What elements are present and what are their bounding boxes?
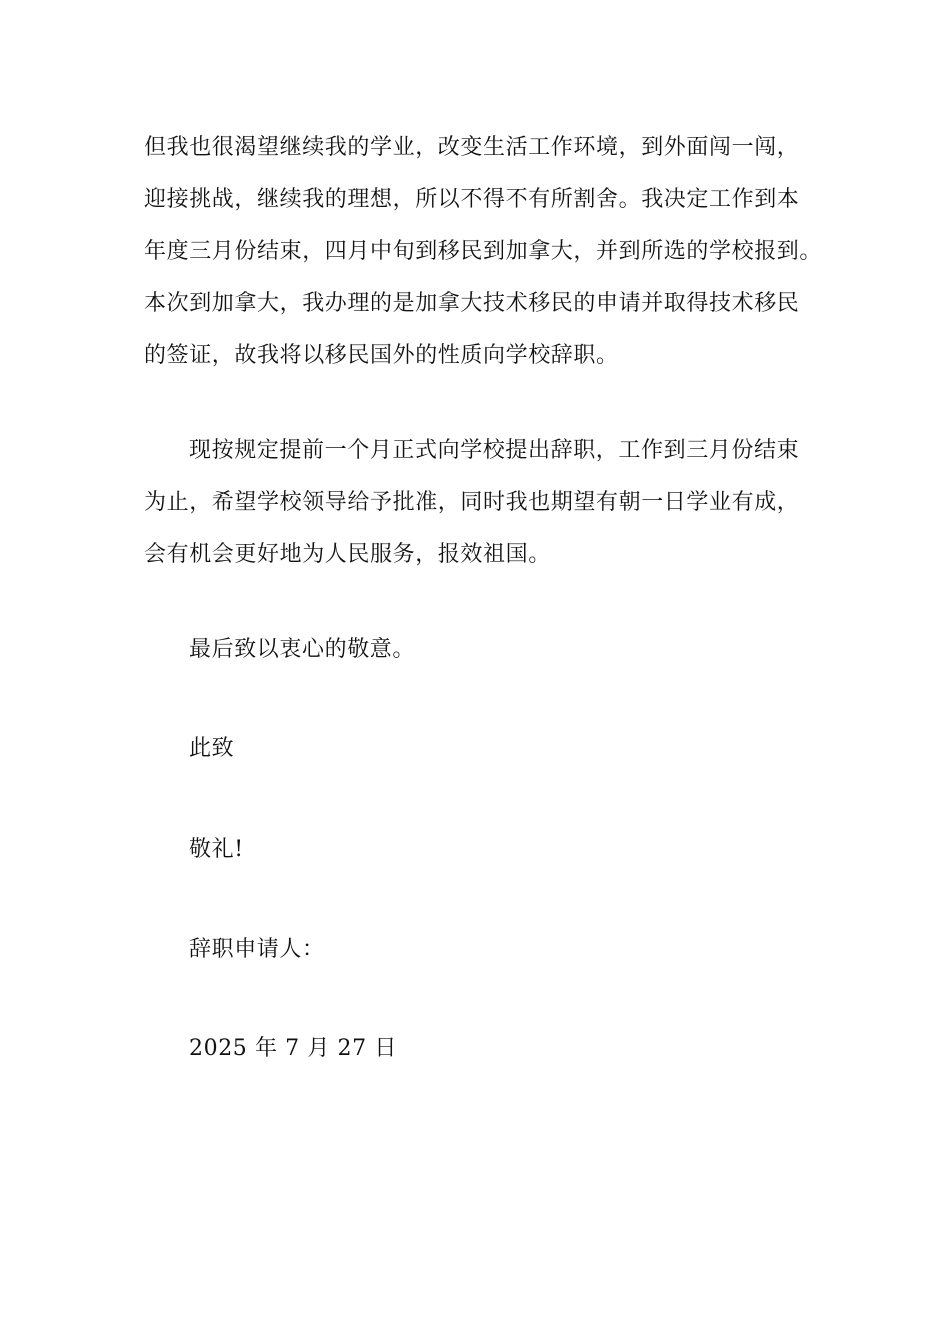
paragraph1-line-2: 迎接挑战，继续我的理想，所以不得不有所割舍。我决定工作到本	[144, 187, 800, 212]
paragraph1-line-5: 的签证，故我将以移民国外的性质向学校辞职。	[144, 343, 619, 368]
paragraph1-line-1: 但我也很渴望继续我的学业，改变生活工作环境，到外面闯一闯，	[144, 135, 800, 160]
paragraph2-line-3: 会有机会更好地为人民服务，报效祖国。	[144, 542, 551, 567]
paragraph1-line-4: 本次到加拿大，我办理的是加拿大技术移民的申请并取得技术移民	[144, 291, 800, 316]
paragraph2-line-1: 现按规定提前一个月正式向学校提出辞职，工作到三月份结束	[189, 438, 800, 463]
signature-label: 辞职申请人：	[189, 937, 325, 962]
date-text: 2025 年 7 月 27 日	[189, 1036, 397, 1061]
salutation-text: 此致	[189, 736, 235, 761]
regards-text: 最后致以衷心的敬意。	[189, 637, 416, 662]
paragraph1-line-3: 年度三月份结束，四月中旬到移民到加拿大，并到所选的学校报到。	[144, 239, 823, 264]
closing-text: 敬礼!	[189, 837, 244, 862]
paragraph2-line-2: 为止，希望学校领导给予批准，同时我也期望有朝一日学业有成，	[144, 490, 800, 515]
